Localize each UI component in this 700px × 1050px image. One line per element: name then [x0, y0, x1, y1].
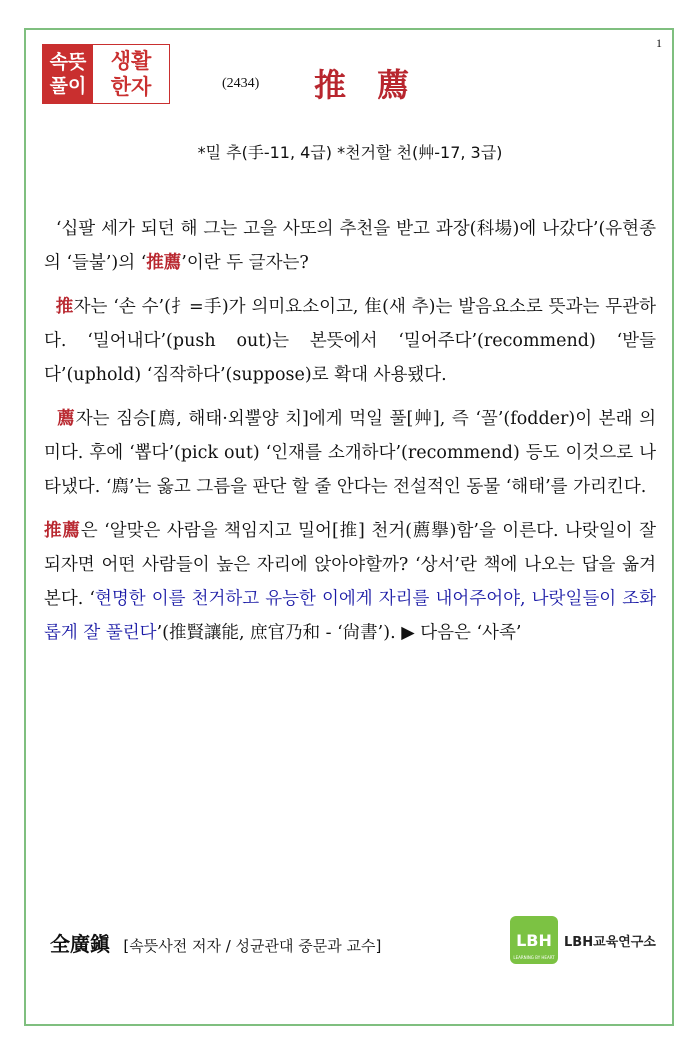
- logo-text: LBH: [516, 930, 552, 950]
- text: 자는 짐승[廌, 해태·외뿔양 치]에게 먹일 풀[艸], 즉 ‘꼴’(fodder)이 본래 의미다. 후에 ‘뽑다’(pick out) ‘인재를 소개하다’(recommend) 등도 이것으로 나타냈다. ‘廌’는 옳고 그름을 판단 할 줄 안다는 전설적인 동물 ‘해태’를 가리킨다.: [44, 409, 656, 497]
- paragraph-3: [44, 402, 656, 504]
- text: 자는 ‘손 수’(扌=手)가 의미요소이고, 隹(새 추)는 발음요소로 뜻과는 무관하다. ‘밀어내다’(push out)는 본뜻에서 ‘밀어주다’(recommend) ‘받들다’(uphold) ‘짐작하다’(suppose)로 확대 사용됐다.: [44, 297, 656, 385]
- author-name: 全廣鎭: [50, 932, 110, 956]
- logo-left: [43, 45, 93, 103]
- logo: [42, 44, 170, 104]
- highlight-word: 推薦: [44, 521, 81, 541]
- text: ’(推賢讓能, 庶官乃和 - ‘尙書’). ▶ 다음은 ‘사족’: [156, 623, 522, 643]
- org-logo: [510, 916, 656, 964]
- page-title: 推 薦: [314, 66, 420, 104]
- logo-right: [93, 45, 169, 103]
- author-line: [50, 928, 381, 957]
- character-info: *밀 추(手-11, 4급) *천거할 천(艸-17, 3급): [197, 143, 503, 162]
- text: ’이란 두 글자는?: [181, 253, 309, 273]
- text: ‘십팔 세가 되던 해 그는 고을 사또의 추천을 받고 과장(科場)에 나갔다’(유현종의 ‘들불’)의 ‘: [44, 219, 656, 273]
- logo-text: 생활: [110, 49, 152, 73]
- article-body: [44, 212, 656, 660]
- page-number: 1: [656, 36, 662, 50]
- text: 은 ‘알맞은 사람을 책임지고 밀어[推] 천거(薦擧)함’을 이른다. 나랏일이 잘 되자면 어떤 사람들이 높은 자리에 앉아야할까? ‘상서’란 책에 나오는 답을 옮겨본다. ‘: [44, 521, 657, 609]
- quote-text: 현명한 이를 천거하고 유능한 이에게 자리를 내어주어야, 나랏일들이 조화롭게 잘 풀린다: [44, 589, 657, 643]
- author-role: [속뜻사전 저자 / 성균관대 중문과 교수]: [123, 937, 382, 955]
- paragraph-1: [44, 212, 656, 280]
- paragraph-4: [44, 514, 656, 650]
- logo-text: 한자: [110, 75, 152, 99]
- highlight-char: 推: [55, 297, 74, 317]
- logo-text: 풀이: [49, 75, 87, 97]
- paragraph-2: [44, 290, 656, 392]
- logo-subtext: LEARNING BY HEART: [513, 955, 555, 960]
- org-name: LBH교육연구소: [564, 934, 656, 950]
- highlight-word: 推薦: [146, 253, 182, 273]
- logo-text: 속뜻: [49, 51, 87, 73]
- doc-number: (2434): [222, 76, 260, 91]
- lbh-logo-icon: [510, 916, 558, 964]
- highlight-char: 薦: [57, 409, 76, 429]
